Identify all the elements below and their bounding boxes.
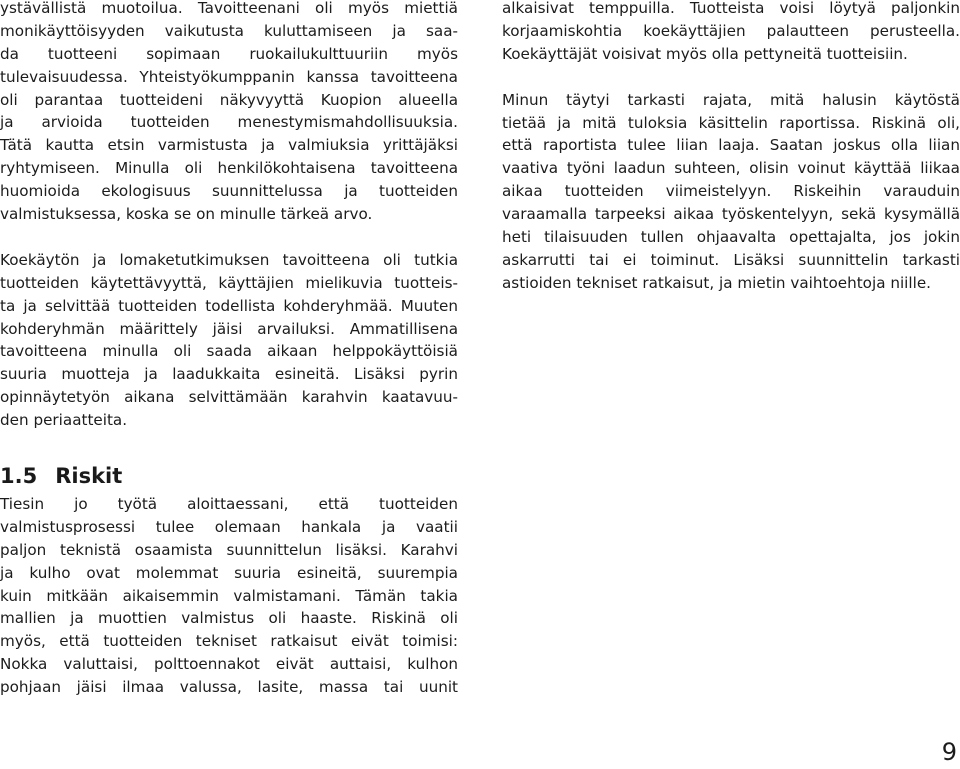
- paragraph-goals: [0, 0, 458, 226]
- text-line: mallien ja muottien valmistus oli haaste. Riskinä oli: [0, 609, 458, 628]
- text-line: varaamalla tarpeeksi aikaa työskentelyyn, sekä kysymällä: [502, 205, 960, 224]
- text-line: ryhtymiseen. Minulla oli henkilökohtaisena tavoitteena: [0, 159, 458, 178]
- text-line: että raportista tulee liian laaja. Saatan joskus olla liian: [502, 136, 960, 155]
- text-line: pohjaan jäisi ilmaa valussa, lasite, massa tai uunit: [0, 678, 458, 697]
- text-line: astioiden tekniset ratkaisut, ja mietin vaihtoehtoja niille.: [502, 273, 932, 292]
- text-line: aikaa tuotteiden viimeistelyyn. Riskeihin varauduin: [502, 182, 960, 201]
- text-line: oli parantaa tuotteideni näkyvyyttä Kuopion alueella: [0, 90, 458, 109]
- text-line: valmistuksessa, koska se on minulle tärkeä arvo.: [0, 205, 373, 224]
- text-line: valmistusprosessi tulee olemaan hankala ja vaatii: [0, 517, 458, 536]
- paragraph-risk-management: [502, 89, 960, 295]
- text-line: tuotteiden käytettävyyttä, käyttäjien mielikuvia tuotteis-: [0, 273, 458, 292]
- paragraph-risks: [0, 493, 458, 699]
- text-line: monikäyttöisyyden vaikutusta kuluttamiseen ja saa-: [0, 21, 458, 40]
- text-line: ystävällistä muotoilua. Tavoitteenani oli myös miettiä: [0, 0, 458, 17]
- text-line: tavoitteena minulla oli saada aikaan helppokäyttöisiä: [0, 342, 458, 361]
- text-line: opinnäytetyön aikana selvittämään karahvin kaatavuu-: [0, 388, 458, 407]
- text-line: tietää ja mitä tuloksia käsittelin raportissa. Riskinä oli,: [502, 113, 960, 132]
- text-line: Tätä kautta etsin varmistusta ja valmiuksia yrittäjäksi: [0, 136, 458, 155]
- paragraph-risks-continued: [502, 0, 960, 66]
- right-column: [502, 0, 960, 295]
- text-line: korjaamiskohtia koekäyttäjien palautteen perusteella.: [502, 21, 960, 40]
- text-line: kuin mitkään aikaisemmin valmistamani. Tämän takia: [0, 586, 458, 605]
- text-line: askarrutti tai ei toiminut. Lisäksi suunnittelin tarkasti: [502, 250, 960, 269]
- text-line: Nokka valuttaisi, polttoennakot eivät auttaisi, kulhon: [0, 655, 458, 674]
- text-line: Minun täytyi tarkasti rajata, mitä halusin käytöstä: [502, 90, 960, 109]
- text-line: Tiesin jo työtä aloittaessani, että tuotteiden: [0, 495, 458, 513]
- text-line: paljon teknistä osaamista suunnittelun lisäksi. Karahvi: [0, 540, 458, 559]
- section-heading: [0, 462, 122, 490]
- text-line: Koekäyttäjät voisivat myös olla pettyneitä tuotteisiin.: [502, 44, 908, 63]
- text-line: den periaatteita.: [0, 411, 128, 430]
- text-line: heti tilaisuuden tullen ohjaavalta opettajalta, jos jokin: [502, 228, 960, 247]
- text-line: alkaisivat temppuilla. Tuotteista voisi löytyä paljonkin: [502, 0, 960, 17]
- text-line: Koekäytön ja lomaketutkimuksen tavoitteena oli tutkia: [0, 250, 458, 269]
- text-line: da tuotteeni sopimaan ruokailukulttuuriin myös: [0, 44, 458, 63]
- text-line: ja arvioida tuotteiden menestymismahdollisuuksia.: [0, 113, 458, 132]
- paragraph-research-goals: [0, 249, 458, 432]
- page-number: 9: [941, 738, 957, 766]
- text-line: kohderyhmän määrittely jäisi arvailuksi. Ammatillisena: [0, 319, 458, 338]
- text-line: vaativa työni laadun suhteen, olisin voinut käyttää liikaa: [502, 159, 960, 178]
- text-line: ta ja selvittää tuotteiden todellista kohderyhmää. Muuten: [0, 296, 458, 315]
- text-line: ja kulho ovat molemmat suuria esineitä, suurempia: [0, 563, 458, 582]
- text-line: suuria muotteja ja laadukkaita esineitä. Lisäksi pyrin: [0, 365, 458, 384]
- text-line: myös, että tuotteiden tekniset ratkaisut eivät toimisi:: [0, 632, 458, 651]
- text-line: huomioida ekologisuus suunnittelussa ja tuotteiden: [0, 182, 458, 201]
- left-column: [0, 0, 458, 432]
- section-title: Riskit: [55, 464, 123, 488]
- section-number: 1.5: [0, 464, 38, 488]
- text-line: tulevaisuudessa. Yhteistyökumppanin kanssa tavoitteena: [0, 67, 458, 86]
